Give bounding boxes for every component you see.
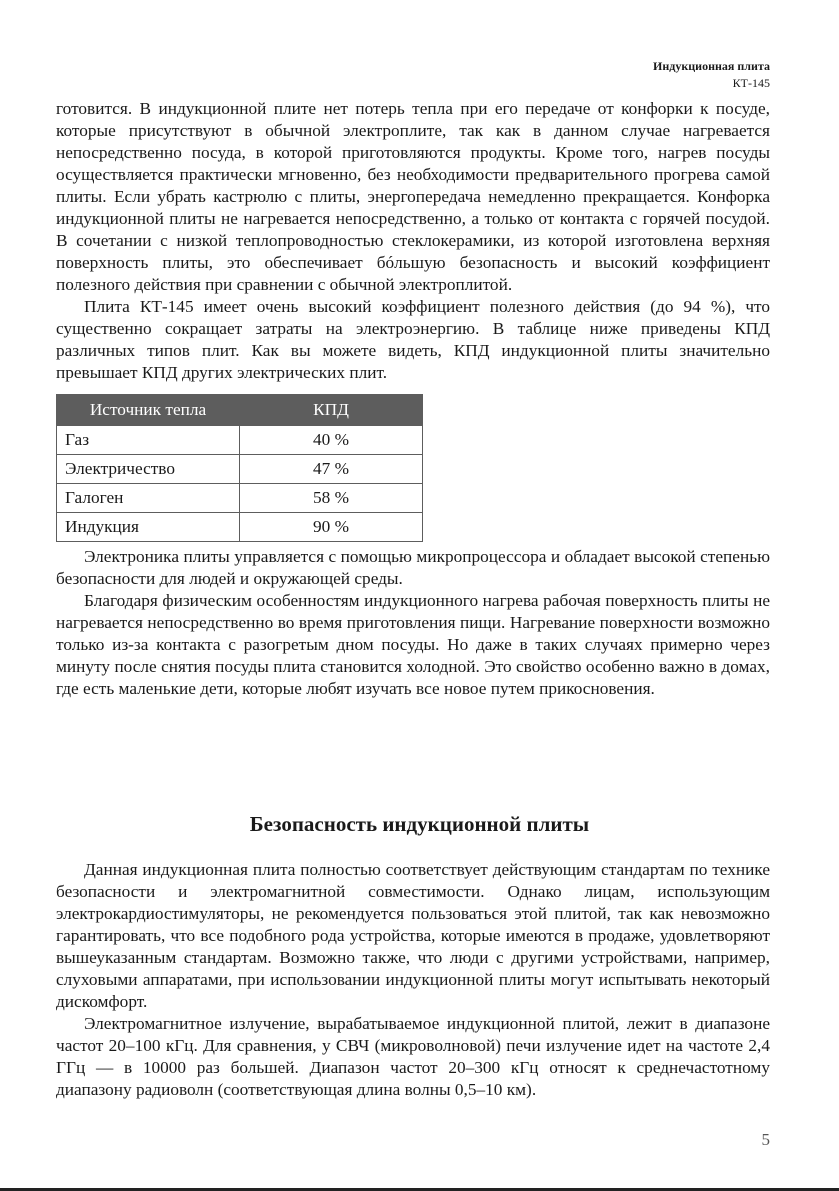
table-cell-source: Галоген — [57, 484, 240, 513]
table-cell-source: Газ — [57, 426, 240, 455]
paragraph-surface-safety: Благодаря физическим особенностям индукционного нагрева рабочая поверхность плиты не нагревается непосредственно во время приготовления пищи. Нагревание поверхности возможно только из-за контакта с разогретым дном посуды. Но даже в таких случаях примерно через минуту после снятия посуды плита становится холодной. Это свойство особенно важно в домах, где есть маленькие дети, которые любят изучать все новое путем прикосновения. — [56, 591, 770, 698]
section-title: Безопасность индукционной плиты — [249, 812, 590, 836]
page-number: 5 — [761, 1130, 770, 1149]
paragraph-efficiency: Плита КТ-145 имеет очень высокий коэффициент полезного действия (до 94 %), что существенно сокращает затраты на электроэнергию. В таблице ниже приведены КПД различных типов плит. Как вы можете видеть, КПД индукционной плиты значительно превышает КПД других электрических плит. — [56, 297, 770, 382]
table-cell-kpd: 58 % — [240, 484, 423, 513]
table-cell-kpd: 47 % — [240, 455, 423, 484]
table-row — [57, 484, 423, 513]
running-header — [653, 58, 770, 92]
table-cell-source: Индукция — [57, 513, 240, 542]
table-cell-kpd: 90 % — [240, 513, 423, 542]
table-header-kpd: КПД — [240, 395, 423, 426]
paragraph-radiation: Электромагнитное излучение, вырабатываемое индукционной плитой, лежит в диапазоне частот 20–100 кГц. Для сравнения, у СВЧ (микроволновой) печи излучение идет на частоте 2,4 ГГц — в 10000 раз большей. Диапазон частот 20–300 кГц относят к среднечастотному диапазону радиоволн (соответствующая длина волны 0,5–10 км). — [56, 1014, 770, 1099]
paragraph-standards: Данная индукционная плита полностью соответствует действующим стандартам по технике безопасности и электромагнитной совместимости. Однако лицам, использующим электрокардиостимуляторы, не рекомендуется пользоваться этой плитой, так как невозможно гарантировать, что все подобного рода устройства, которые имеются в продаже, удовлетворяют вышеуказанным стандартам. Возможно также, что люди с другими устройствами, например, слуховыми аппаратами, при использовании индукционной плиты могут испытывать некоторый дискомфорт. — [56, 860, 770, 1011]
table-cell-kpd: 40 % — [240, 426, 423, 455]
header-model: КТ-145 — [732, 76, 770, 90]
section-content — [56, 859, 770, 1101]
table-cell-source: Электричество — [57, 455, 240, 484]
table-row — [57, 426, 423, 455]
main-content — [56, 98, 770, 700]
table-row — [57, 455, 423, 484]
header-title: Индукционная плита — [653, 59, 770, 73]
table-row — [57, 513, 423, 542]
table-header-row — [57, 395, 423, 426]
paragraph-electronics: Электроника плиты управляется с помощью микропроцессора и обладает высокой степенью безопасности для людей и окружающей среды. — [56, 547, 770, 588]
efficiency-table — [56, 394, 423, 542]
table-header-source: Источник тепла — [57, 395, 240, 426]
paragraph-continuation: готовится. В индукционной плите нет потерь тепла при его передаче от конфорки к посуде, которые присутствуют в обычной электроплите, так как в данном случае нагревается непосредственно посуда, в которой приготовляются продукты. Кроме того, нагрев посуды осуществляется практически мгновенно, без необходимости предварительного прогрева самой плиты. Если убрать кастрюлю с плиты, энергопередача немедленно прекращается. Конфорка индукционной плиты не нагревается непосредственно, а только от контакта с горячей посудой. В сочетании с низкой теплопроводностью стеклокерамики, из которой изготовлена верхняя поверхность плиты, это обеспечивает бóльшую безопасность и высокий коэффициент полезного действия при сравнении с обычной электроплитой. — [56, 99, 770, 294]
